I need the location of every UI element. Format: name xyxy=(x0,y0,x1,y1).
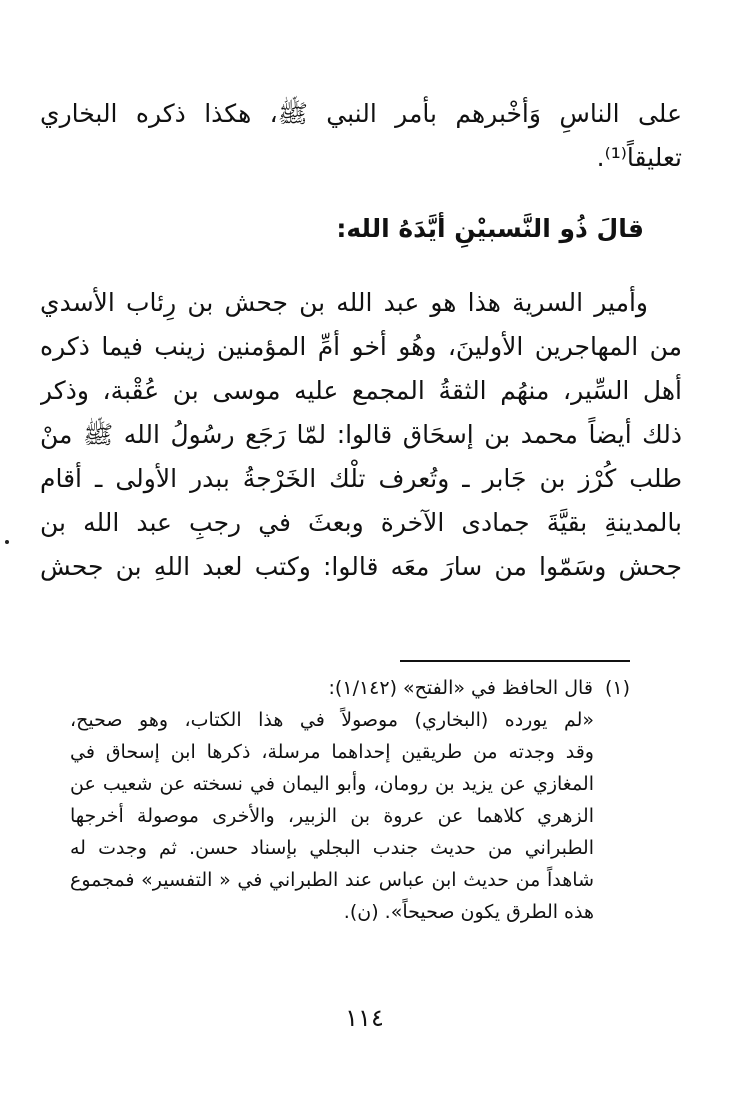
footnote-number: (١) xyxy=(604,677,630,699)
paragraph-2-line-7: جحش وسَمّوا من سارَ معَه قالوا: وكتب لعبد اللهِ بن جحش xyxy=(40,552,682,581)
footnote-body xyxy=(70,704,630,928)
footnote-head-line xyxy=(70,672,630,704)
paragraph-2-line-4: ذلك أيضاً محمد بن إسحَاق قالوا: لمّا رَجَع رسُولُ الله ﷺ منْ xyxy=(40,420,682,449)
footnote-line-4: الزهري كلاهما عن عروة بن الزبير، والأخرى موصولة أخرجها xyxy=(70,805,594,827)
paragraph-2-line-5: طلب كُرْز بن جَابر ـ وتُعرف تلْك الخَرْجةُ ببدر الأولى ـ أقام xyxy=(40,464,682,493)
paragraph-2-line-2: من المهاجرين الأولينَ، وهُو أخو أمِّ المؤمنين زينب فيما ذكره xyxy=(40,332,682,361)
paragraph-2-line-6: بالمدينةِ بقيَّةَ جمادى الآخرة وبعثَ في رجبِ عبد الله بن xyxy=(40,508,682,537)
main-text xyxy=(40,92,682,589)
footnote-line-5: الطبراني من حديث جندب البجلي بإسناد حسن. ثم وجدت له xyxy=(70,837,594,859)
footnote-line-7: هذه الطرق يكون صحيحاً». (ن). xyxy=(343,901,594,923)
page-number: ١١٤ xyxy=(345,1004,384,1032)
section-heading: قالَ ذُو النَّسبيْنِ أيَّدَهُ الله: xyxy=(336,214,644,243)
footnote-line-2: وقد وجدته من طريقين إحداهما مرسلة، ذكرها ابن إسحاق في xyxy=(70,741,594,763)
footnote-line-6: شاهداً من حديث ابن عباس عند الطبراني في « التفسير» فمجموع xyxy=(70,869,594,891)
paragraph-2-line-3: أهل السِّير، منهُم الثقةُ المجمع عليه موسى بن عُقْبة، وذكر xyxy=(40,376,682,405)
footnote-line-3: المغازي عن يزيد بن رومان، وأبو اليمان في نسخته عن شعيب عن xyxy=(70,773,594,795)
paragraph-1 xyxy=(40,92,682,180)
paragraph-2-line-1: وأمير السرية هذا هو عبد الله بن جحش بن رِئاب الأسدي xyxy=(40,288,648,317)
footnote-head: قال الحافظ في «الفتح» (١/١٤٢): xyxy=(328,677,593,699)
paragraph-2 xyxy=(40,281,682,589)
footnote-section xyxy=(70,672,630,928)
footnote-line-1: «لم يورده (البخاري) موصولاً في هذا الكتاب، وهو صحيح، xyxy=(70,709,594,731)
footnote-separator xyxy=(400,660,630,662)
paragraph-1-line-1: على الناسِ وَأخْبرهم بأمر النبي ﷺ، هكذا ذكره البخاري xyxy=(40,99,682,128)
scan-speck xyxy=(5,540,9,544)
paragraph-1-line-2: تعليقاً⁽¹⁾. xyxy=(596,143,682,172)
